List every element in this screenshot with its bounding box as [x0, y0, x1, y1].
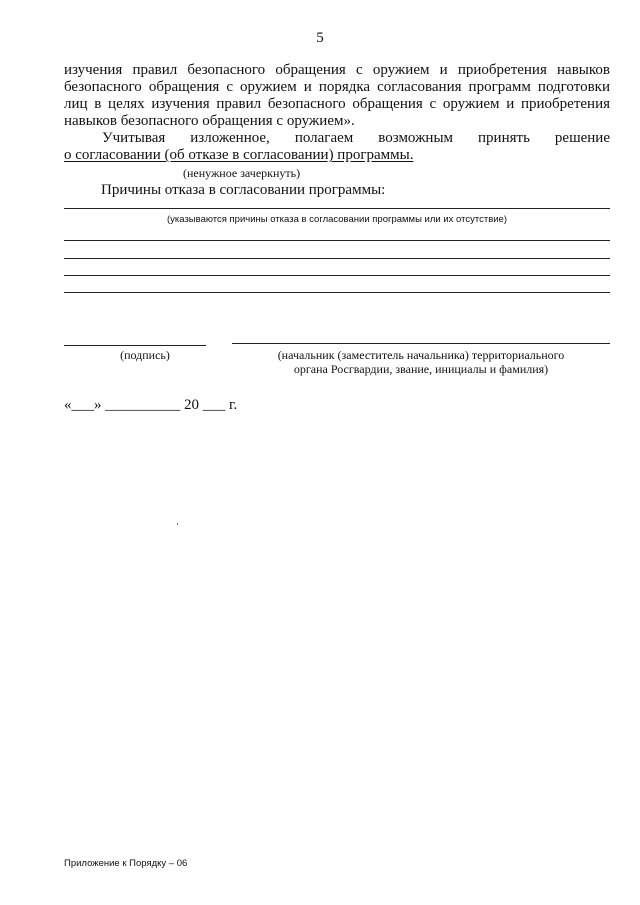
decision-paragraph	[102, 130, 610, 147]
reasons-caption: (указываются причины отказа в согласовании программы или их отсутствие)	[166, 214, 507, 225]
intro-paragraph	[64, 62, 610, 130]
intro-line: лиц в целях изучения правил безопасного обращения с оружием и приобретения	[64, 96, 610, 112]
reasons-heading: Причины отказа в согласовании программы:	[101, 182, 386, 198]
strike-note: (ненужное зачеркнуть)	[183, 166, 301, 180]
page-number: 5	[316, 30, 324, 46]
decision-line-2: о согласовании (об отказе в согласовании) программы.	[64, 147, 414, 163]
signature-caption: (подпись)	[120, 348, 170, 362]
reasons-line	[64, 292, 610, 293]
date-line: «___» __________ 20 ___ г.	[64, 397, 238, 413]
reasons-line	[64, 258, 610, 259]
reasons-line	[64, 208, 610, 209]
intro-line: изучения правил безопасного обращения с оружием и приобретения навыков	[64, 62, 610, 78]
intro-line: безопасного обращения с оружием и порядка согласования программ подготовки	[64, 79, 610, 95]
official-caption-line-1: (начальник (заместитель начальника) территориального	[277, 348, 565, 362]
intro-line: навыков безопасного обращения с оружием».	[64, 113, 355, 129]
decision-line-1: Учитывая изложенное, полагаем возможным принять решение	[102, 130, 610, 146]
reasons-line	[64, 275, 610, 276]
footer-note: Приложение к Порядку – 06	[64, 858, 188, 869]
signature-line	[64, 345, 206, 346]
official-caption-line-2: органа Росгвардии, звание, инициалы и фамилия)	[293, 362, 549, 376]
reasons-line	[64, 240, 610, 241]
scan-speck	[177, 523, 178, 525]
official-line	[232, 343, 610, 344]
